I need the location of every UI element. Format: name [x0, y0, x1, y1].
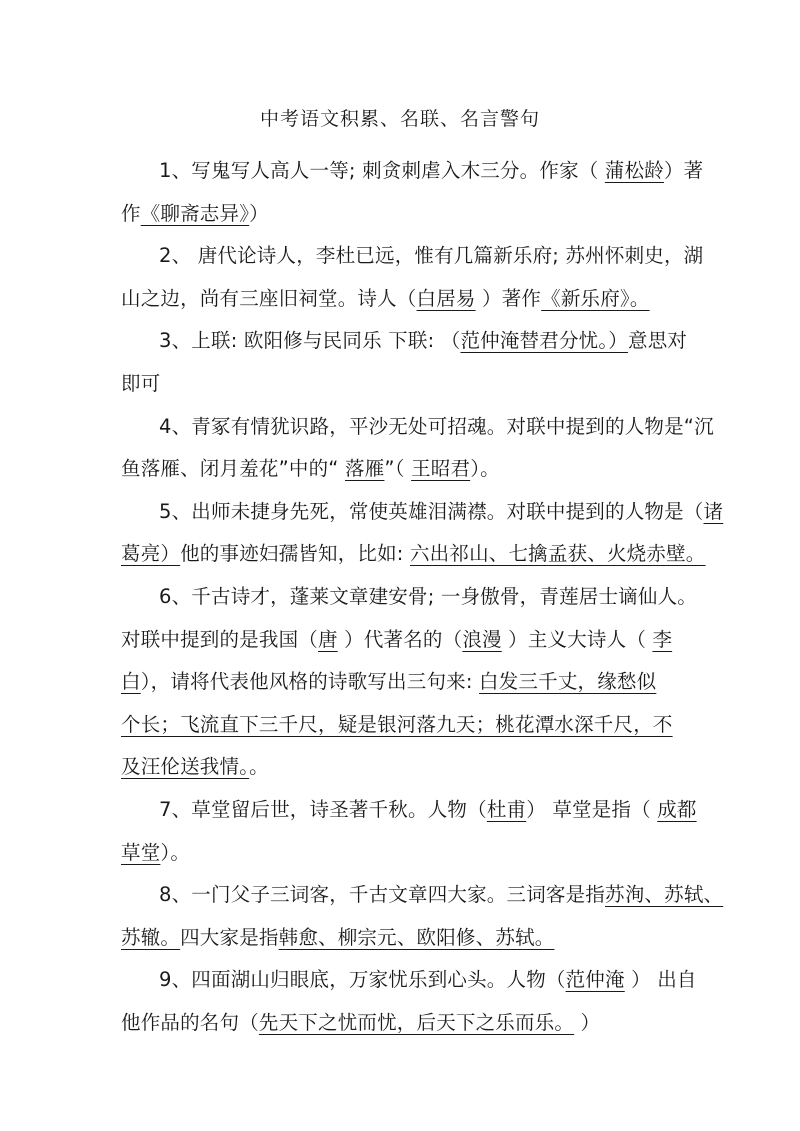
- text-line: [121, 576, 697, 619]
- text-line: [121, 193, 683, 236]
- underlined-answer: 韩愈、柳宗元、欧阳修、苏轼。: [278, 925, 555, 949]
- text-segment: 。: [249, 755, 269, 779]
- underlined-answer: 先天下之忧而忧，后天下之乐而乐。: [258, 1010, 575, 1034]
- underlined-answer: 白: [121, 670, 141, 694]
- text-segment: 四大家是指: [180, 925, 279, 949]
- text-segment: 4、青冢有情犹识路，平沙无处可招魂。对联中提到的人物是“沉: [159, 414, 714, 438]
- text-line: [121, 320, 688, 363]
- underlined-answer: 苏辙。: [121, 925, 181, 949]
- text-line: [121, 746, 683, 789]
- text-line: [121, 874, 724, 917]
- text-segment: ”（: [384, 457, 412, 481]
- text-line: [121, 363, 683, 406]
- underlined-answer: 王昭君: [411, 457, 471, 481]
- underlined-answer: 葛亮）: [121, 542, 181, 566]
- text-segment: 他作品的名句（: [121, 1010, 259, 1034]
- text-segment: ）主义大诗人（: [501, 627, 653, 651]
- page-title: 中考语文积累、名联、名言警句: [259, 108, 540, 130]
- text-segment: 9、四面湖山归眼底，万家忧乐到心头。人物（: [159, 968, 566, 992]
- text-line: [121, 235, 704, 278]
- text-segment: 作: [121, 201, 141, 225]
- text-segment: 即可: [121, 371, 161, 395]
- text-line: [121, 278, 683, 321]
- text-segment: 鱼落雁、闭月羞花”中的“: [121, 457, 346, 481]
- text-segment: ）。: [160, 840, 191, 864]
- text-segment: ）著: [663, 159, 704, 182]
- text-segment: 他的事迹妇孺皆知，比如:: [180, 542, 410, 566]
- text-segment: 6、千古诗才，蓬莱文章建安骨; 一身傲骨，青莲居士谪仙人。: [159, 584, 697, 608]
- underlined-answer: 浪漫: [462, 627, 502, 651]
- text-body: [121, 150, 724, 1044]
- text-line: [121, 448, 683, 491]
- text-segment: ）: [574, 1010, 601, 1034]
- underlined-answer: 个长；飞流直下三千尺，疑是银河落九天；桃花潭水深千尺，不: [121, 712, 673, 736]
- text-segment: ）: [249, 201, 269, 225]
- underlined-answer: 诸: [703, 499, 724, 523]
- underlined-answer: 李: [652, 627, 673, 651]
- text-segment: ）代著名的（: [337, 627, 463, 651]
- text-segment: 意思对: [628, 329, 688, 353]
- underlined-answer: 范仲淹: [565, 968, 625, 992]
- underlined-answer: 草堂: [121, 840, 161, 864]
- text-line: [121, 917, 683, 960]
- underlined-answer: 及汪伦送我情。: [121, 755, 250, 779]
- text-segment: 2、 唐代论诗人，李杜已远，惟有几篇新乐府; 苏州怀刺史，湖: [159, 244, 704, 268]
- underlined-answer: 《聊斋志异》: [140, 201, 250, 225]
- underlined-answer: 杜甫: [486, 797, 527, 821]
- underlined-answer: 苏洵、苏轼、: [605, 883, 724, 907]
- text-segment: ）。: [470, 457, 500, 481]
- text-segment: ） 草堂是指（: [526, 797, 658, 821]
- underlined-answer: 六出祁山、七擒孟获、火烧赤壁。: [409, 542, 706, 566]
- text-segment: ），请将代表他风格的诗歌写出三句来:: [140, 670, 480, 694]
- underlined-answer: 白发三千丈，缘愁似: [479, 670, 657, 694]
- text-line: [121, 406, 714, 449]
- text-line: [121, 619, 683, 662]
- text-segment: 对联中提到的是我国（: [121, 627, 319, 651]
- text-segment: 1、写鬼写人高人一等; 刺贪刺虐入木三分。作家（: [159, 159, 605, 182]
- text-line: [121, 150, 704, 193]
- text-line: [121, 533, 706, 576]
- underlined-answer: 落雁: [345, 457, 385, 481]
- text-segment: 5、出师未捷身先死，常使英雄泪满襟。对联中提到的人物是（: [159, 499, 704, 523]
- text-line: [121, 491, 724, 534]
- text-line: [121, 832, 683, 875]
- underlined-answer: 白居易: [416, 286, 476, 310]
- text-segment: 3、上联: 欧阳修与民同乐 下联: （: [159, 329, 461, 353]
- text-line: [121, 1002, 683, 1045]
- text-segment: 8、一门父子三词客，千古文章四大家。三词客是指: [159, 883, 606, 907]
- underlined-answer: 《新乐府》。: [541, 286, 650, 310]
- underlined-answer: 唐: [318, 627, 338, 651]
- underlined-answer: 范仲淹替君分忧。）: [460, 329, 629, 353]
- underlined-answer: 成都: [657, 797, 697, 821]
- text-segment: ） 出自: [624, 968, 697, 992]
- text-line: [121, 661, 683, 704]
- text-line: [121, 704, 683, 747]
- text-segment: ）著作: [475, 286, 542, 310]
- text-segment: 山之边，尚有三座旧祠堂。诗人（: [121, 286, 417, 310]
- underlined-answer: 蒲松龄: [604, 159, 664, 182]
- text-line: [121, 789, 697, 832]
- text-segment: 7、草堂留后世，诗圣著千秋。人物（: [159, 797, 487, 821]
- text-line: [121, 959, 697, 1002]
